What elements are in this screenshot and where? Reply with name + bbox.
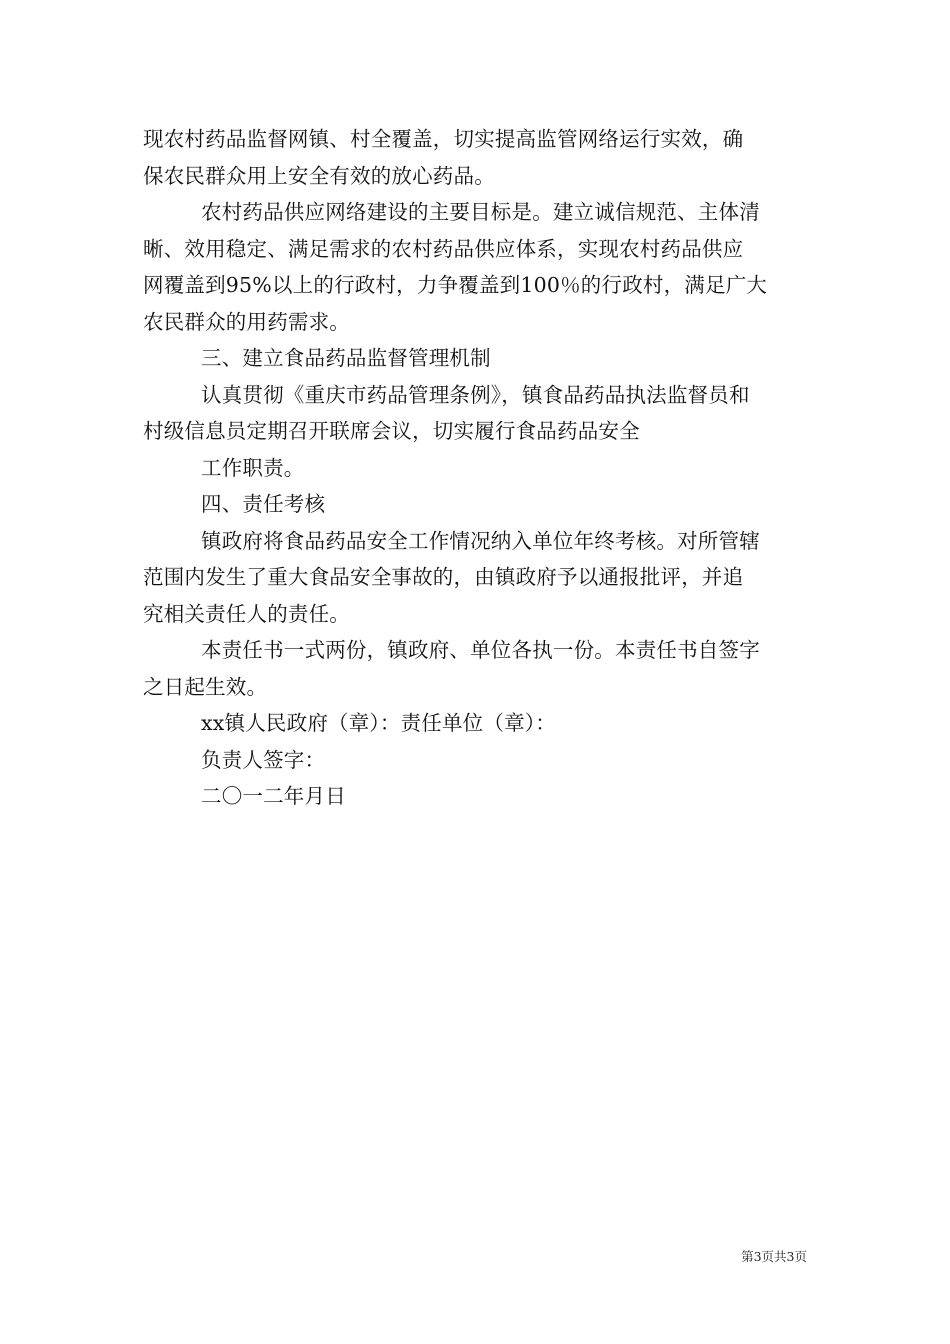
text-line: 范围内发生了重大食品安全事故的，由镇政府予以通报批评，并追 <box>143 565 744 589</box>
paragraph-1 <box>143 121 807 194</box>
text-line: 之日起生效。 <box>143 674 268 699</box>
text-line: 晰、效用稳定、满足需求的农村药品供应体系，实现农村药品供应 <box>143 236 744 261</box>
signatory-line <box>143 742 807 779</box>
text-line: 村级信息员定期召开联席会议，切实履行食品药品安全 <box>143 419 640 443</box>
text-line: 认真贯彻《重庆市药品管理条例》，镇食品药品执法监督员和 <box>201 382 750 407</box>
text-line: 镇政府将食品药品安全工作情况纳入单位年终考核。对所管辖 <box>201 528 760 553</box>
text-line: 保农民群众用上安全有效的放心药品。 <box>143 163 495 188</box>
text-line: 本责任书一式两份，镇政府、单位各执一份。本责任书自签字 <box>201 638 760 662</box>
paragraph-2 <box>143 194 807 340</box>
text-line: 工作职责。 <box>201 455 305 480</box>
page-number-footer: 第3页共3页 <box>741 1249 807 1264</box>
heading-text: 三、建立食品药品监督管理机制 <box>201 346 491 370</box>
section-heading-3 <box>143 340 807 377</box>
text-line: 负责人签字： <box>201 747 326 772</box>
paragraph-4 <box>143 377 807 450</box>
signature-stamp-line <box>143 705 807 742</box>
text-line: 现农村药品监督网镇、村全覆盖，切实提高监管网络运行实效，确 <box>143 127 744 151</box>
date-line <box>143 778 807 815</box>
paragraph-8 <box>143 632 807 705</box>
section-heading-4 <box>143 486 807 523</box>
heading-text: 四、责任考核 <box>201 492 326 516</box>
text-line: 农村药品供应网络建设的主要目标是。建立诚信规范、主体清 <box>201 200 760 224</box>
text-line: 网覆盖到95%以上的行政村，力争覆盖到100％的行政村，满足广大 <box>143 273 768 297</box>
paragraph-7 <box>143 523 807 633</box>
text-line: xx镇人民政府（章）：责任单位（章）： <box>201 711 556 735</box>
document-body <box>143 121 807 815</box>
text-line: 农民群众的用药需求。 <box>143 309 350 334</box>
text-line: 究相关责任人的责任。 <box>143 601 350 626</box>
text-line: 二〇一二年月日 <box>201 784 346 808</box>
paragraph-5 <box>143 450 807 487</box>
